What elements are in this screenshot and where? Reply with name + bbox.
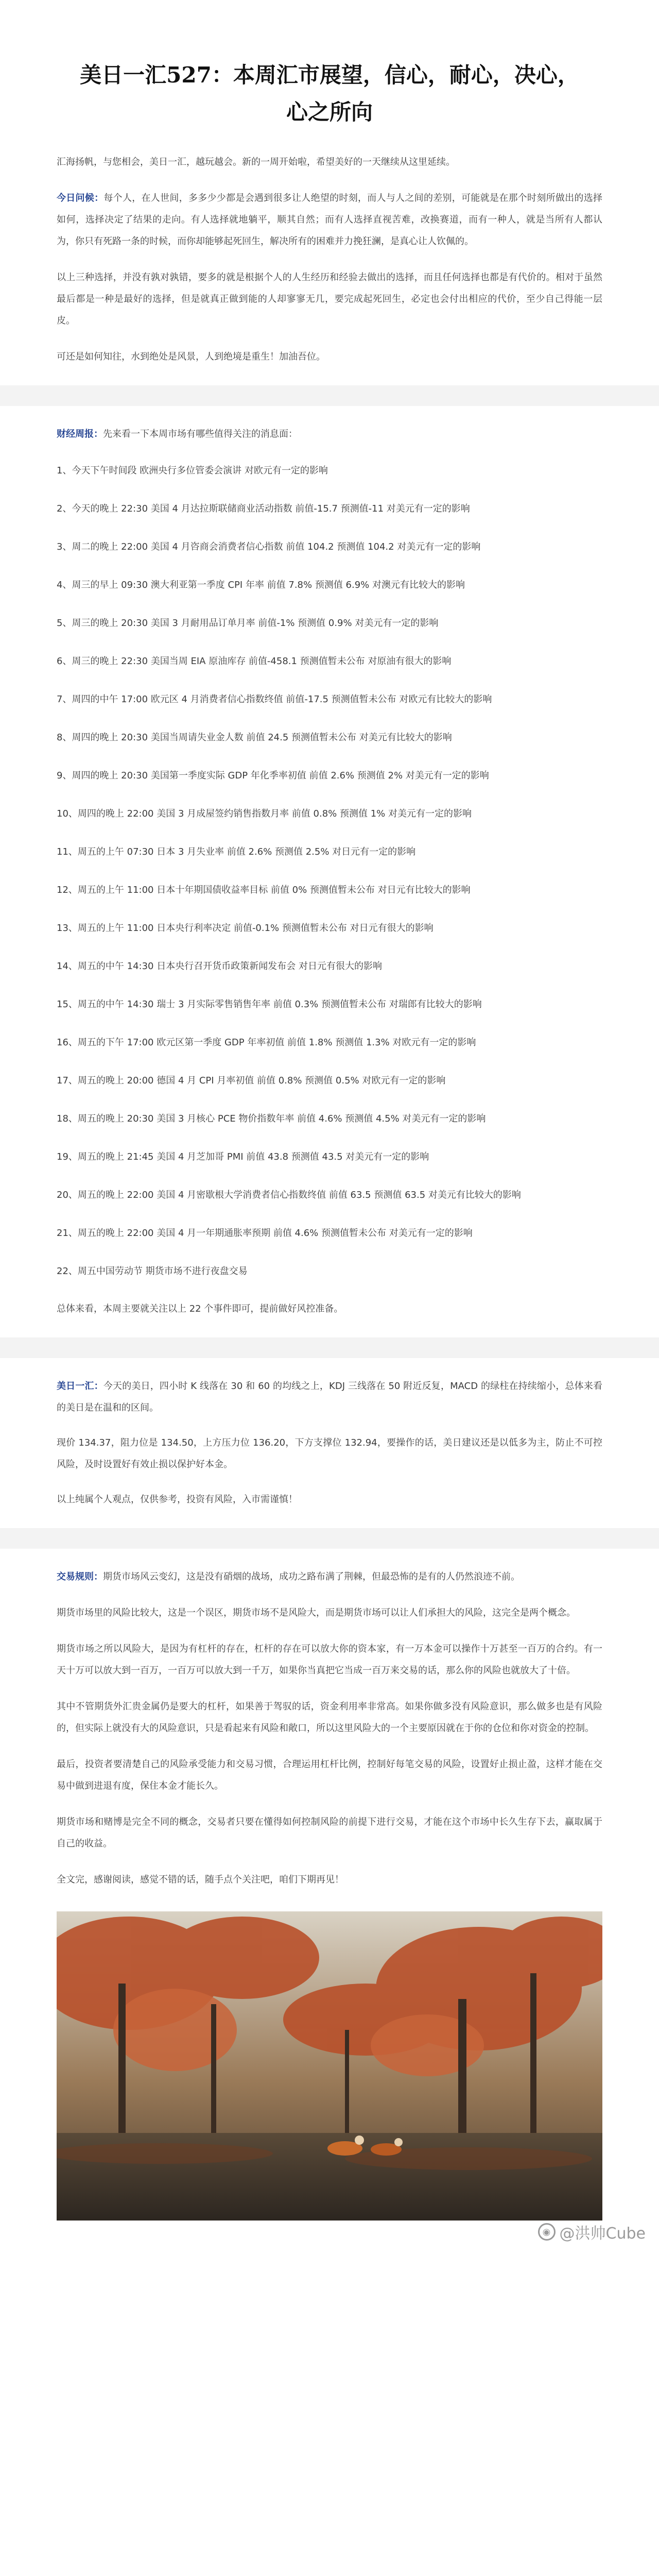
event-item: 1、今天下午时间段 欧洲央行多位管委会演讲 对欧元有一定的影响 [57, 465, 328, 476]
event-item: 7、周四的中午 17:00 欧元区 4 月消费者信心指数终值 前值-17.5 预测值暂未公布 对欧元有比较大的影响 [57, 694, 492, 705]
events-intro-text: 先来看一下本周市场有哪些值得关注的消息面： [103, 429, 298, 439]
event-item: 17、周五的晚上 20:00 德国 4 月 CPI 月率初值 前值 0.8% 预测值 0.5% 对欧元有一定的影响 [57, 1075, 446, 1086]
analysis-paragraph: 以上纯属个人观点，仅供参考，投资有风险，入市需谨慎！ [57, 1494, 298, 1505]
trade-paragraph: 其中不管期货外汇贵金属仍是要大的杠杆，如果善于驾驭的话，资金利用率非常高。如果你做多没有风险意识，那么做多也是有风险的，但实际上就没有大的风险意识，只是看起来有风险和敞口，所以这里风险大的一个主要原因就在于你的仓位和你对资金的控制。 [57, 1701, 602, 1734]
trade-paragraph [57, 1566, 602, 1588]
trade-paragraph: 最后，投资者要清楚自己的风险承受能力和交易习惯，合理运用杠杆比例，控制好每笔交易的风险，设置好止损止盈，这样才能在交易中做到进退有度，保住本金才能长久。 [57, 1759, 602, 1791]
intro-paragraph-text: 每个人，在人世间，多多少少都是会遇到很多让人绝望的时刻，而人与人之间的差别，可能就是在那个时刻所做出的选择如何，选择决定了结果的走向。有人选择就地躺平，顺其自然；而有人选择直视苦难，改换赛道，而有一种人，就是当所有人都认为，你只有死路一条的时候，而你却能够起死回生，解决所有的困难并力挽狂澜，是真心让人钦佩的。 [57, 193, 602, 247]
trade-paragraph: 期货市场之所以风险大，是因为有杠杆的存在，杠杆的存在可以放大你的资本家，有一万本金可以操作十万甚至一百万的合约。有一天十万可以放大到一百万，一百万可以放大到一千万，如果你当真把它当成一百万来交易的话，那么你的风险也就放大了十倍。 [57, 1643, 602, 1676]
events-section [57, 423, 602, 1320]
event-item: 11、周五的上午 07:30 日本 3 月失业率 前值 2.6% 预测值 2.5% 对日元有一定的影响 [57, 846, 416, 857]
article-title: 美日一汇527：本周汇市展望，信心，耐心，决心，心之所向 [80, 62, 579, 125]
event-item: 15、周五的中午 14:30 瑞士 3 月实际零售销售年率 前值 0.3% 预测值暂未公布 对瑞郎有比较大的影响 [57, 999, 482, 1010]
article-document [57, 0, 602, 2221]
photo-icon [57, 1911, 602, 2221]
section-separator [0, 1528, 659, 1549]
events-summary: 总体来看，本周主要就关注以上 22 个事件即可，提前做好风控准备。 [57, 1303, 343, 1314]
trade-paragraph: 全文完，感谢阅读，感觉不错的话，随手点个关注吧，咱们下期再见！ [57, 1874, 344, 1885]
events-lead: 财经周报： [57, 429, 103, 439]
event-item: 22、周五中国劳动节 期货市场不进行夜盘交易 [57, 1266, 248, 1277]
event-item: 9、周四的晚上 20:30 美国第一季度实际 GDP 年化季率初值 前值 2.6% 预测值 2% 对美元有一定的影响 [57, 770, 489, 781]
intro-paragraph [57, 188, 602, 252]
trade-paragraph: 期货市场和赌博是完全不同的概念，交易者只要在懂得如何控制风险的前提下进行交易，才能在这个市场中长久生存下去，赢取属于自己的收益。 [57, 1817, 602, 1849]
event-item: 14、周五的中午 14:30 日本央行召开货币政策新闻发布会 对日元有很大的影响 [57, 961, 382, 972]
event-item: 18、周五的晚上 20:30 美国 3 月核心 PCE 物价指数年率 前值 4.6% 预测值 4.5% 对美元有一定的影响 [57, 1113, 486, 1124]
event-item: 13、周五的上午 11:00 日本央行利率决定 前值-0.1% 预测值暂未公布 对日元有很大的影响 [57, 923, 433, 934]
events-list [57, 460, 602, 1283]
photo-illustration [57, 1911, 602, 2221]
analysis-paragraph-text: 今天的美日，四小时 K 线落在 30 和 60 的均线之上，KDJ 三线落在 50 附近反复，MACD 的绿柱在持续缩小，总体来看的美日是在温和的区间。 [57, 1381, 602, 1413]
event-item: 4、周三的早上 09:30 澳大利亚第一季度 CPI 年率 前值 7.8% 预测值 6.9% 对澳元有比较大的影响 [57, 580, 465, 590]
event-item: 19、周五的晚上 21:45 美国 4 月芝加哥 PMI 前值 43.8 预测值 43.5 对美元有一定的影响 [57, 1151, 429, 1162]
event-item: 12、周五的上午 11:00 日本十年期国债收益率目标 前值 0% 预测值暂未公布 对日元有比较大的影响 [57, 885, 471, 895]
event-item: 2、今天的晚上 22:30 美国 4 月达拉斯联储商业活动指数 前值-15.7 预测值-11 对美元有一定的影响 [57, 503, 470, 514]
section-separator [0, 385, 659, 406]
analysis-paragraph-lead: 美日一汇： [57, 1381, 103, 1392]
event-item: 8、周四的晚上 20:30 美国当周请失业金人数 前值 24.5 预测值暂未公布 对美元有比较大的影响 [57, 732, 452, 743]
event-item: 21、周五的晚上 22:00 美国 4 月一年期通胀率预期 前值 4.6% 预测值暂未公布 对美元有一定的影响 [57, 1228, 473, 1239]
analysis-paragraph [57, 1376, 602, 1419]
watermark [538, 2221, 646, 2243]
intro-paragraph-lead: 今日问候： [57, 193, 104, 204]
trade-section [57, 1566, 602, 1891]
event-item: 20、周五的晚上 22:00 美国 4 月密歇根大学消费者信心指数终值 前值 63.5 预测值 63.5 对美元有比较大的影响 [57, 1190, 521, 1200]
intro-paragraph: 以上三种选择，并没有孰对孰错，要多的就是根据个人的人生经历和经验去做出的选择，而且任何选择也都是有代价的。相对于虽然最后都是一种是最好的选择，但是就真正做到能的人却寥寥无几，要完成起死回生，必定也会付出相应的代价，至少自己得能一层皮。 [57, 272, 602, 326]
event-item: 16、周五的下午 17:00 欧元区第一季度 GDP 年率初值 前值 1.8% 预测值 1.3% 对欧元有一定的影响 [57, 1037, 476, 1048]
trade-paragraph-lead: 交易规则： [57, 1571, 103, 1582]
intro-paragraph: 可还是如何知往，水到绝处是风景，人到绝境是重生！加油吾位。 [57, 351, 325, 362]
trade-paragraph: 期货市场里的风险比较大，这是一个误区，期货市场不是风险大，而是期货市场可以让人们承担大的风险，这完全是两个概念。 [57, 1607, 576, 1618]
event-item: 6、周三的晚上 22:30 美国当周 EIA 原油库存 前值-458.1 预测值暂未公布 对原油有很大的影响 [57, 656, 452, 667]
section-separator [0, 1337, 659, 1358]
analysis-section [57, 1376, 602, 1511]
event-item: 5、周三的晚上 20:30 美国 3 月耐用品订单月率 前值-1% 预测值 0.9% 对美元有一定的影响 [57, 618, 439, 629]
trade-paragraph-text: 期货市场风云变幻，这是没有硝烟的战场，成功之路布满了荆棘，但最恐怖的是有的人仍然浪迹不前。 [103, 1571, 520, 1582]
intro-paragraph: 汇海扬帆，与您相会，美日一汇，越玩越会。新的一周开始啦，希望美好的一天继续从这里延续。 [57, 157, 455, 167]
analysis-paragraph: 现价 134.37，阻力位是 134.50，上方压力位 136.20，下方支撑位 132.94，要操作的话，美日建议还是以低多为主，防止不可控风险，及时设置好有效止损以保护好本金。 [57, 1437, 602, 1470]
event-item: 10、周四的晚上 22:00 美国 3 月成屋签约销售指数月率 前值 0.8% 预测值 1% 对美元有一定的影响 [57, 808, 472, 819]
events-intro [57, 423, 602, 445]
event-item: 3、周二的晚上 22:00 美国 4 月咨商会消费者信心指数 前值 104.2 预测值 104.2 对美元有一定的影响 [57, 541, 481, 552]
watermark-text: @洪帅Cube [559, 2225, 646, 2243]
camera-icon: ◉ [538, 2223, 556, 2241]
intro-section [57, 151, 602, 368]
